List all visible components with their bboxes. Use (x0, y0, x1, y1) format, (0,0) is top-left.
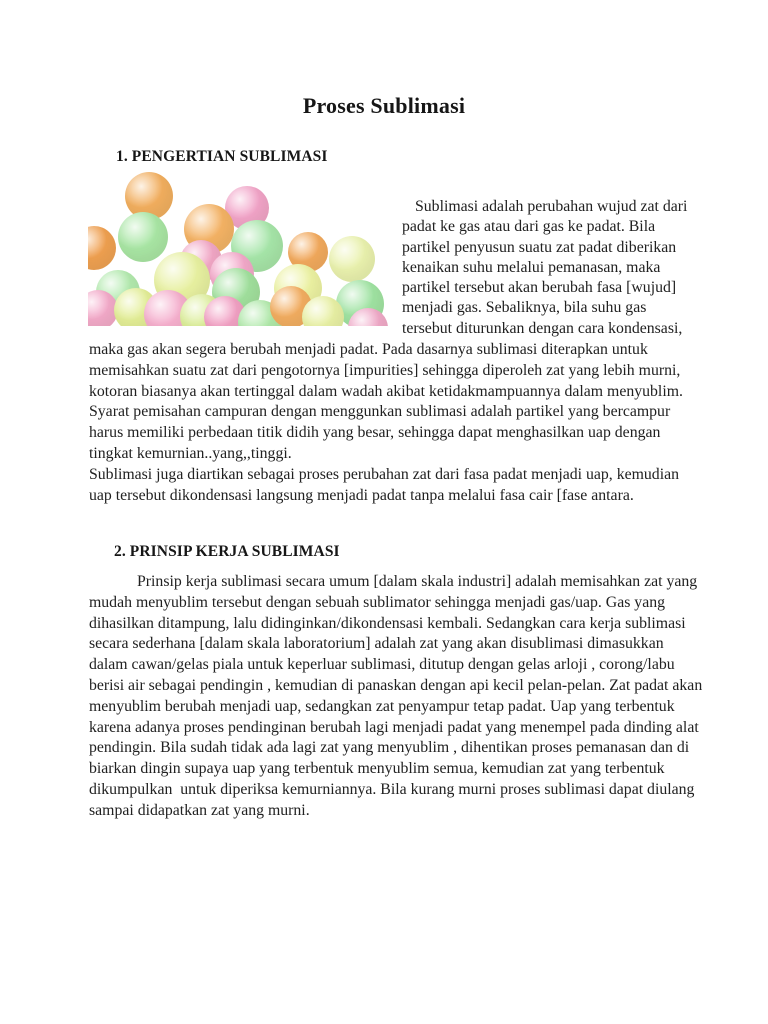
text-line: secara sederhana [dalam skala laboratorium] adalah zat yang akan disublimasi dimasukkan (89, 635, 664, 653)
candy-balls-photo (88, 168, 388, 326)
section-2-body-text (89, 572, 701, 822)
text-line: pendingin. Bila sudah tidak ada lagi zat yang menyublim , dihentikan proses pemanasan dan di (89, 739, 690, 757)
section-2-heading: 2. PRINSIP KERJA SUBLIMASI (114, 543, 340, 560)
text-line: tersebut diturunkan dengan cara kondensasi, (402, 319, 683, 337)
text-line: Sublimasi adalah perubahan wujud zat dari (415, 198, 688, 215)
text-line: kotoran biasanya akan tertinggal dalam wadah akibat ketidakmampuannya dalam menyublim. (89, 382, 683, 400)
text-line: uap tersebut dikondensasi langsung menjadi padat tanpa melalui fasa cair [fase antara. (89, 486, 634, 504)
text-line: Syarat pemisahan campuran dengan menggunkan sublimasi adalah partikel yang bercampur (89, 403, 671, 421)
section-1-body-text (89, 340, 701, 506)
section-1-intro-text (402, 197, 702, 339)
section-1-heading: 1. PENGERTIAN SUBLIMASI (116, 148, 328, 165)
text-line: dalam cawan/gelas piala untuk keperluar sublimasi, ditutup dengan gelas arloji , corong/labu (89, 656, 675, 674)
text-line: dihasilkan ditampung, lalu didinginkan/dikondensasi kembali. Sedangkan cara kerja sublimasi (89, 614, 686, 632)
text-line: Prinsip kerja sublimasi secara umum [dalam skala industri] adalah memisahkan zat yang (137, 573, 698, 590)
text-line: dikumpulkan untuk diperiksa kemurniannya. Bila kurang murni proses sublimasi dapat diulang (89, 780, 695, 798)
text-line: padat ke gas atau dari gas ke padat. Bila (402, 218, 656, 236)
text-line: menyublim berubah menjadi uap, sedangkan zat penyampur tetap padat. Uap yang terbentuk (89, 697, 675, 715)
text-line: menjadi gas. Sebaliknya, bila suhu gas (402, 299, 647, 317)
text-line: partikel penyusun suatu zat padat diberikan (402, 238, 677, 256)
text-line: berisi air sebagai pendingin , kemudian di panaskan dengan api kecil pelan-pelan. Zat padat akan (89, 676, 703, 694)
text-line: partikel tersebut akan berubah fasa [wujud] (402, 279, 677, 297)
text-line: maka gas akan segera berubah menjadi padat. Pada dasarnya sublimasi diterapkan untuk (89, 341, 648, 358)
text-line: Sublimasi juga diartikan sebagai proses perubahan zat dari fasa padat menjadi uap, kemudian (89, 465, 679, 483)
text-line: sampai didapatkan zat yang murni. (89, 801, 310, 819)
text-line: kenaikan suhu melalui pemanasan, maka (402, 258, 661, 276)
text-line: karena adanya proses pendinginan berubah lagi menjadi padat yang menempel pada dinding alat (89, 718, 699, 736)
text-line: harus memiliki perbedaan titik didih yang besar, sehingga dapat menghasilkan uap dengan (89, 424, 661, 442)
candy-ball (88, 226, 116, 270)
text-line: tingkat kemurnian..yang,,tinggi. (89, 444, 292, 462)
candy-ball (118, 212, 168, 262)
page-title: Proses Sublimasi (302, 93, 466, 118)
text-line: biarkan dingin supaya uap yang terbentuk menyublim semua, kemudian zat yang terbentuk (89, 760, 665, 778)
candy-ball (329, 236, 375, 282)
text-line: memisahkan suatu zat dari pengotornya [impurities] sehingga diperoleh zat yang lebih murni, (89, 361, 681, 379)
text-line: mudah menyublim tersebut dengan sebuah sublimator sehingga menjadi gas/uap. Gas yang (89, 593, 666, 611)
